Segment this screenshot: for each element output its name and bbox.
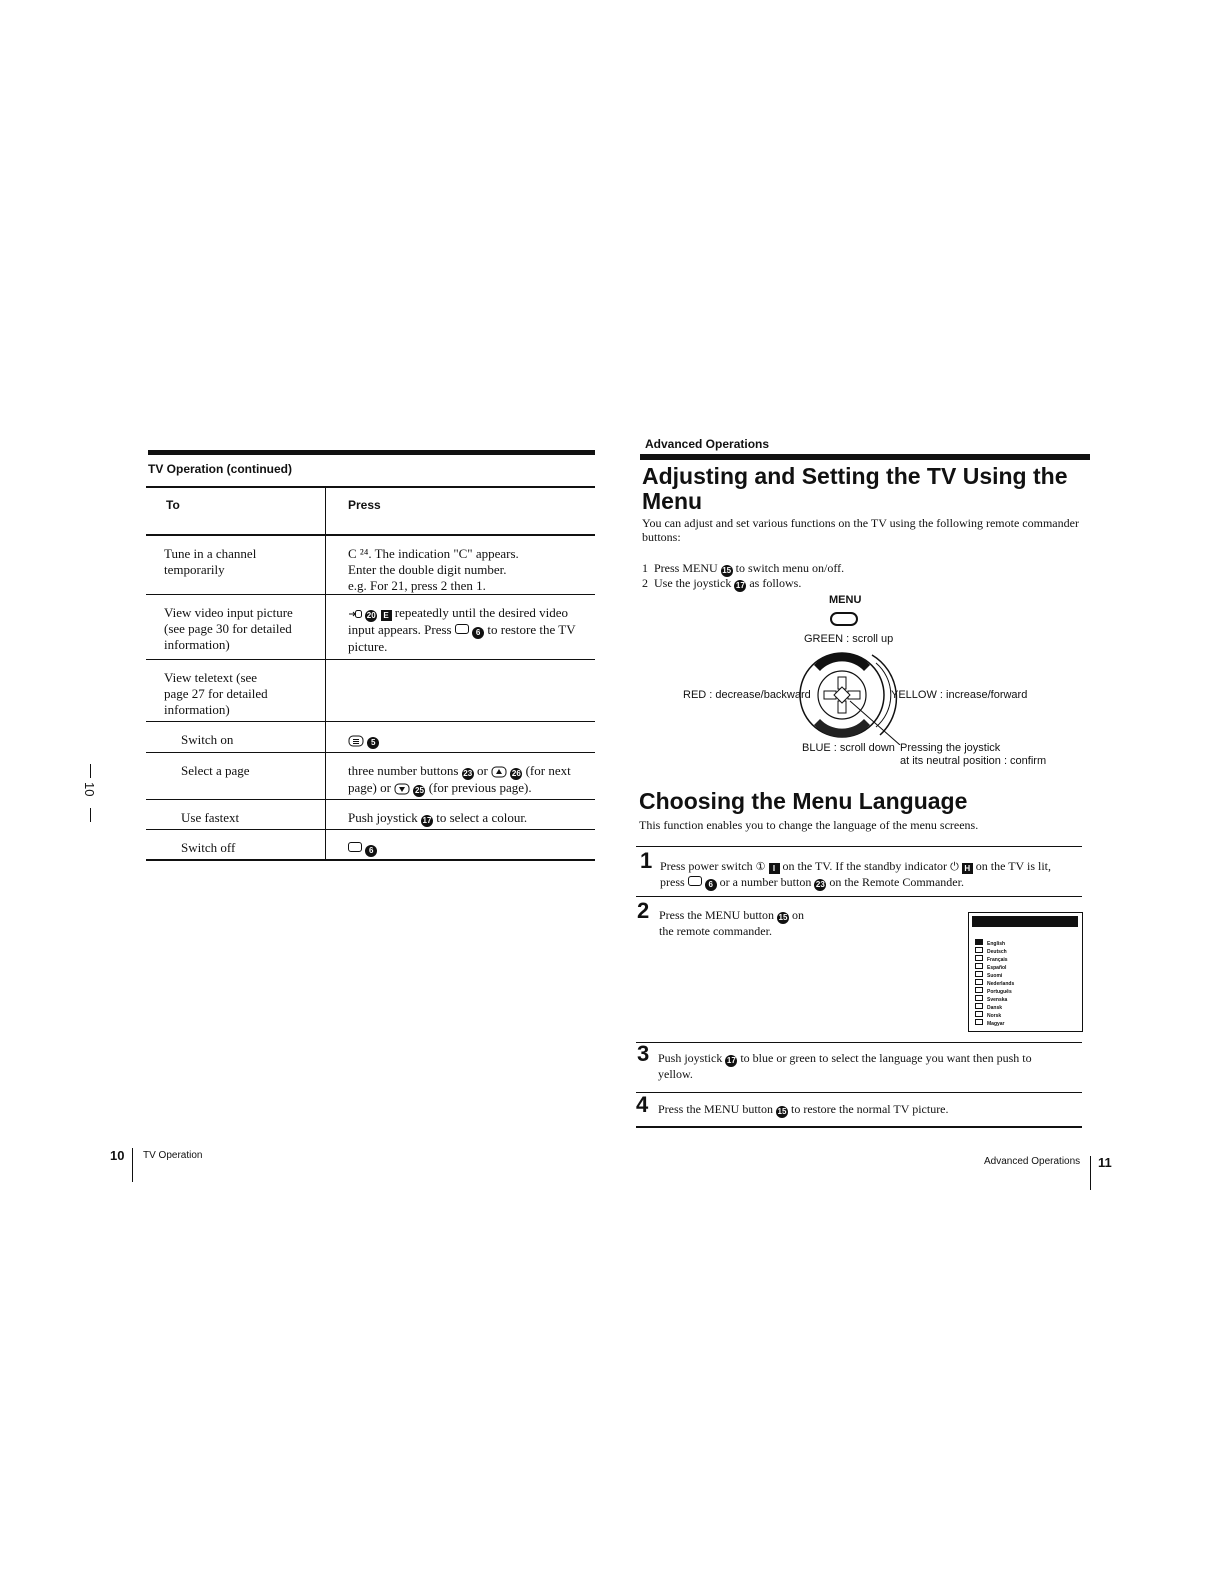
language-label: Suomi: [987, 973, 1003, 979]
step-text: as follows.: [749, 576, 802, 590]
divider: [636, 1126, 1082, 1128]
language-label: Nederlands: [987, 981, 1015, 987]
button-h-icon: H: [962, 863, 973, 874]
step-line: to blue or green to select the language you want then push to: [740, 1051, 1032, 1065]
page-title: Adjusting and Setting the TV Using the Menu: [642, 463, 1068, 514]
step-line: or a number button: [719, 875, 812, 889]
step-1: [642, 561, 844, 577]
standby-icon: ⏻: [950, 861, 959, 873]
menu-title-bar: [972, 916, 1078, 927]
language-option: [975, 1019, 1005, 1028]
row-press-text: repeatedly until the desired video: [394, 605, 569, 620]
joystick-icon: [796, 645, 906, 745]
row-press-text: Enter the double digit number.: [348, 562, 507, 577]
footer-label: TV Operation: [143, 1150, 203, 1161]
intro-text: You can adjust and set various functions on the TV using the following remote commander buttons:: [642, 516, 1079, 544]
button-15-icon: 15: [778, 913, 788, 922]
step-number: 1: [642, 561, 648, 575]
button-17-icon: 17: [726, 1056, 736, 1065]
footer-label: Advanced Operations: [984, 1156, 1081, 1167]
row-press-text: e.g. For 21, press 2 then 1.: [348, 578, 486, 593]
step-line: on: [792, 908, 804, 922]
table-row: [146, 535, 595, 595]
step-line: yellow.: [658, 1067, 693, 1081]
step-line: Press power switch: [660, 859, 753, 873]
row-press-text: Push joystick: [348, 810, 418, 825]
row-to-text: Tune in a channel: [164, 546, 257, 561]
step-text: to switch menu on/off.: [735, 561, 845, 575]
row-to-text: Use fastext: [181, 810, 240, 825]
step-line: Push joystick: [658, 1051, 723, 1065]
footer-divider: [1090, 1156, 1091, 1190]
section-heading: Advanced Operations: [645, 437, 770, 451]
divider: [636, 1092, 1082, 1093]
col-to-header: To: [146, 487, 326, 535]
language-label: Português: [987, 989, 1012, 995]
step-text: Press MENU: [654, 561, 718, 575]
language-label: Magyar: [987, 1021, 1005, 1027]
language-label: Norsk: [987, 1013, 1002, 1019]
operation-table: [146, 486, 595, 861]
section-heading: TV Operation (continued): [148, 462, 292, 476]
row-press-text: to select a colour.: [436, 810, 528, 825]
yellow-label: YELLOW : increase/forward: [891, 689, 1028, 701]
red-label: RED : decrease/backward: [683, 689, 811, 701]
step-text: [659, 908, 839, 939]
step-number: 2: [637, 898, 650, 923]
step-text: [658, 1051, 1078, 1082]
divider: [636, 1042, 1082, 1043]
button-20-icon: 20: [366, 611, 376, 620]
step-line: on the TV is lit,: [975, 859, 1051, 873]
checkbox-icon: [975, 979, 983, 985]
button-26-icon: 26: [511, 769, 521, 778]
blue-label: BLUE : scroll down: [802, 742, 895, 754]
footer-divider: [132, 1148, 133, 1182]
button-23-icon: 23: [815, 880, 825, 889]
page-down-icon: [394, 783, 410, 795]
row-to-text: page 27 for detailed: [164, 686, 268, 701]
row-press-text: input appears. Press: [348, 622, 452, 637]
table-row: [146, 595, 595, 660]
table-row: [146, 800, 595, 830]
teletext-icon: [348, 735, 364, 747]
language-label: Svenska: [987, 997, 1008, 1003]
top-rule: [640, 454, 1090, 460]
button-6-icon: 6: [472, 627, 484, 639]
step-number: 4: [636, 1092, 649, 1117]
side-page-number: 10: [82, 782, 97, 797]
col-press-header: Press: [326, 487, 596, 535]
checkbox-icon: [975, 939, 983, 945]
checkbox-icon: [975, 955, 983, 961]
table-row: [146, 722, 595, 753]
button-6-icon: 6: [365, 845, 377, 857]
row-press-text: picture.: [348, 639, 388, 654]
row-to-text: Switch off: [181, 840, 236, 855]
video-input-icon: [348, 609, 362, 619]
top-rule: [148, 450, 595, 455]
row-press-text: C ²⁴. The indication "C" appears.: [348, 546, 519, 561]
menu-screen-illustration: [968, 912, 1083, 1032]
table-row: [146, 830, 595, 860]
checkbox-icon: [975, 971, 983, 977]
row-to-text: View teletext (see: [164, 670, 258, 685]
button-6-icon: 6: [705, 879, 717, 891]
page-number: 10: [110, 1148, 125, 1163]
button-i-icon: I: [769, 863, 780, 874]
row-press-text: to restore the TV: [487, 622, 576, 637]
tv-mode-icon: [348, 842, 362, 852]
press-label-1: Pressing the joystick: [900, 742, 1001, 754]
section-title: Choosing the Menu Language: [639, 788, 968, 814]
divider: [636, 896, 1082, 897]
row-to-text: View video input picture: [164, 605, 293, 620]
row-to-text: (see page 30 for detailed: [164, 621, 292, 636]
button-23-icon: 23: [463, 769, 473, 778]
row-press-text: (for next: [525, 763, 571, 778]
table-header: [146, 487, 595, 535]
row-to-text: Select a page: [181, 763, 250, 778]
language-label: English: [987, 941, 1006, 947]
step-2: [642, 576, 801, 592]
language-label: Français: [987, 957, 1008, 963]
checkbox-icon: [975, 1003, 983, 1009]
menu-label: MENU: [829, 594, 862, 606]
row-press-text: or: [476, 763, 488, 778]
step-number: 2: [642, 576, 648, 590]
checkbox-icon: [975, 987, 983, 993]
divider: [636, 846, 1082, 847]
button-5-icon: 5: [367, 737, 379, 749]
button-17-icon: 17: [735, 581, 745, 590]
step-number: 1: [640, 848, 653, 873]
press-label-2: at its neutral position : confirm: [900, 755, 1047, 767]
tv-mode-icon: [688, 876, 702, 886]
page-number: 11: [1098, 1155, 1112, 1170]
row-to-text: Switch on: [181, 732, 234, 747]
button-25-icon: 25: [415, 786, 424, 795]
button-e-icon: E: [381, 610, 392, 621]
step-text: [658, 1102, 1078, 1118]
checkbox-icon: [975, 1019, 983, 1025]
step-text: Use the joystick: [654, 576, 732, 590]
step-line: on the TV. If the standby indicator: [782, 859, 948, 873]
table-row: [146, 660, 595, 722]
page-up-icon: [491, 766, 507, 778]
step-line: Press the MENU button: [658, 1102, 773, 1116]
button-15-icon: 15: [777, 1107, 787, 1116]
row-press-text: three number buttons: [348, 763, 459, 778]
checkbox-icon: [975, 1011, 983, 1017]
green-label: GREEN : scroll up: [804, 633, 894, 645]
step-line: on the Remote Commander.: [829, 875, 964, 889]
intro-text: This function enables you to change the language of the menu screens.: [639, 818, 979, 832]
row-press-text: page) or: [348, 780, 391, 795]
table-row: [146, 753, 595, 800]
button-17-icon: 17: [422, 816, 432, 825]
row-to-text: information): [164, 637, 230, 652]
row-press-text: (for previous page).: [428, 780, 532, 795]
power-symbol-icon: ①: [755, 861, 766, 873]
row-to-text: temporarily: [164, 562, 225, 577]
language-label: Deutsch: [987, 949, 1007, 955]
menu-button-icon: [828, 610, 860, 628]
language-label: Dansk: [987, 1005, 1003, 1011]
step-line: to restore the normal TV picture.: [791, 1102, 949, 1116]
checkbox-icon: [975, 963, 983, 969]
checkbox-icon: [975, 995, 983, 1001]
tv-mode-icon: [455, 624, 469, 634]
step-text: [660, 859, 1090, 891]
page-side-marker: [80, 764, 102, 824]
step-line: the remote commander.: [659, 924, 772, 938]
button-15-icon: 15: [722, 566, 732, 575]
language-label: Español: [987, 965, 1007, 971]
step-line: press: [660, 875, 685, 889]
step-line: Press the MENU button: [659, 908, 774, 922]
row-to-text: information): [164, 702, 230, 717]
checkbox-icon: [975, 947, 983, 953]
step-number: 3: [637, 1041, 650, 1066]
